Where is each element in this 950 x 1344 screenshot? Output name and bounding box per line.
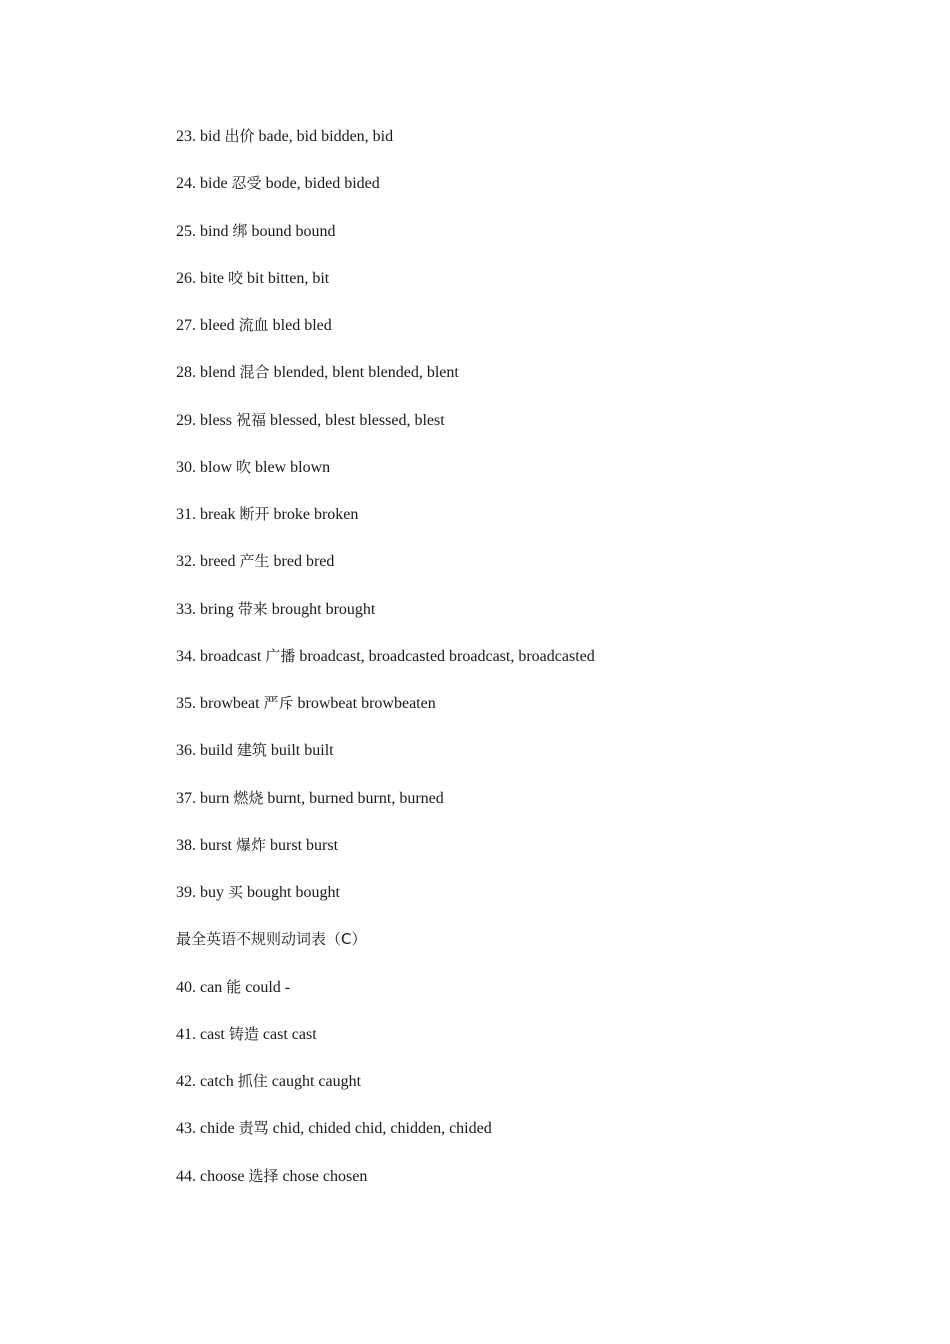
section-heading-c: 最全英语不规则动词表（C）: [176, 930, 367, 949]
verb-entry-44: 44. choose 选择 chose chosen: [176, 1166, 368, 1185]
verb-entry-27: 27. bleed 流血 bled bled: [176, 316, 332, 334]
verb-entry-39: 39. buy 买 bought bought: [176, 883, 340, 901]
verb-list: [176, 124, 595, 1211]
verb-entry-31: 31. break 断开 broke broken: [176, 505, 359, 523]
verb-entry-40: 40. can 能 could -: [176, 977, 291, 996]
verb-entry-24: 24. bide 忍受 bode, bided bided: [176, 174, 380, 193]
verb-entry-35: 35. browbeat 严斥 browbeat browbeaten: [176, 694, 436, 712]
verb-entry-32: 32. breed 产生 bred bred: [176, 552, 335, 571]
verb-entry-41: 41. cast 铸造 cast cast: [176, 1024, 317, 1043]
verb-entry-37: 37. burn 燃烧 burnt, burned burnt, burned: [176, 788, 444, 807]
verb-entry-28: 28. blend 混合 blended, blent blended, blent: [176, 363, 459, 382]
verb-entry-23: 23. bid 出价 bade, bid bidden, bid: [176, 127, 394, 145]
verb-entry-42: 42. catch 抓住 caught caught: [176, 1072, 362, 1090]
verb-entry-26: 26. bite 咬 bit bitten, bit: [176, 268, 330, 287]
verb-entry-43: 43. chide 责骂 chid, chided chid, chidden, chided: [176, 1119, 492, 1138]
verb-entry-38: 38. burst 爆炸 burst burst: [176, 835, 339, 854]
verb-entry-25: 25. bind 绑 bound bound: [176, 221, 336, 240]
verb-entry-29: 29. bless 祝福 blessed, blest blessed, blest: [176, 410, 445, 429]
verb-entry-30: 30. blow 吹 blew blown: [176, 457, 331, 476]
verb-entry-34: 34. broadcast 广播 broadcast, broadcasted broadcast, broadcasted: [176, 646, 595, 665]
verb-entry-36: 36. build 建筑 built built: [176, 741, 334, 760]
verb-entry-33: 33. bring 带来 brought brought: [176, 599, 376, 618]
